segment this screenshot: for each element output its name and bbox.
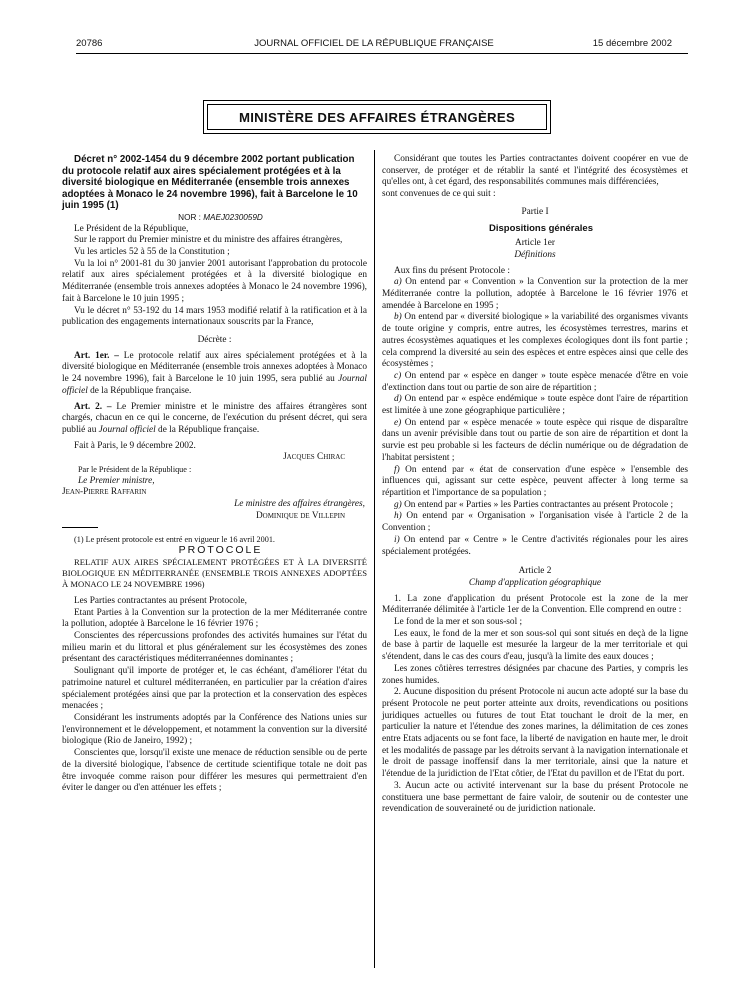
article-heading: Article 2 — [518, 566, 552, 577]
definition-item — [382, 277, 688, 312]
paragraph: Aux fins du présent Protocole : — [394, 265, 510, 276]
pm-title: Le Premier ministre, — [78, 475, 155, 486]
item-text: On entend par « état de conservation d'une espèce » l'ensemble des influences qui, agissant sur cette espèce, peuvent affecter à long terme sa répartition et l'importance de sa population ; — [382, 464, 688, 498]
paragraph: Vu les articles 52 à 55 de la Constitution ; — [74, 247, 230, 258]
paragraph: Les Parties contractantes au présent Protocole, — [74, 595, 247, 606]
article-1-label: Art. 1er. – — [74, 350, 119, 361]
item-letter: a) — [394, 277, 402, 288]
paragraph: sont convenues de ce qui suit : — [382, 189, 496, 200]
item-text: On entend par « Centre » le Centre d'activités régionales pour les aires spécialement protégées. — [382, 534, 688, 557]
column-divider — [374, 150, 375, 968]
paragraph: Les eaux, le fond de la mer et son sous-sol qui sont situés en deçà de la ligne de base à partir de laquelle est mesurée la largeur de la mer territoriale et qui s'étendent, dans le cas des cours d'eau, jusqu'à la limite des eaux douces ; — [382, 628, 688, 663]
paragraph: Le fond de la mer et son sous-sol ; — [394, 617, 523, 628]
paragraph: Considérant que toutes les Parties contractantes doivent coopérer en vue de conserver, de protéger et de rétablir la santé et l'intégrité des écosystèmes et qu'elles ont, à cet égard, des responsabilités communes mais différenciées, — [382, 154, 688, 188]
ministry-box — [203, 100, 551, 134]
journal-officiel-ref: Journal officiel — [98, 424, 156, 435]
footnote-rule — [62, 527, 98, 528]
definition-item — [382, 465, 688, 500]
definition-item — [382, 394, 688, 417]
article-subheading: Champ d'application géographique — [468, 577, 602, 588]
pm-name: Jean-Pierre Raffarin — [62, 487, 147, 498]
signature-president: Jacques Chirac — [283, 452, 345, 463]
paragraph: Les zones côtières terrestres désignées par chacune des Parties, y compris les zones humides. — [382, 663, 688, 686]
paragraph: Etant Parties à la Convention sur la protection de la mer Méditerranée contre la pollution, adoptée à Barcelone le 16 février 1976 ; — [62, 607, 367, 630]
section-heading: Dispositions générales — [488, 222, 593, 234]
article-1 — [62, 351, 367, 398]
item-letter: b) — [394, 312, 402, 323]
paragraph: Vu la loi n° 2001-81 du 30 janvier 2001 autorisant l'approbation du protocole relatif aux aires spécialement protégées et à la diversité biologique en Méditerranée (ensemble trois annexes adoptées à Monaco le 24 novembre 1996), fait à Barcelone le 10 juin 1995 ; — [62, 258, 367, 304]
article-1-text: Le protocole relatif aux aires spécialement protégées et à la diversité biologique en Méditerranée (ensemble trois annexes adoptées à Monaco le 24 novembre 1996), fait à Barcelone le 10 juin 1995, sera publié au — [62, 350, 367, 385]
decree-title: Décret n° 2002-1454 du 9 décembre 2002 portant publication du protocole relatif aux aires spécialement protégées et à la diversité biologique en Méditerranée (ensemble trois annexes adoptées à Monaco le 24 novembre 1996), fait à Barcelone le 10 juin 1995 (1) — [62, 154, 358, 212]
item-letter: e) — [394, 417, 402, 428]
paragraph: Vu le décret n° 53-192 du 14 mars 1953 modifié relatif à la ratification et à la publication des engagements internationaux souscrits par la France, — [62, 305, 367, 328]
journal-officiel-ref: Journal officiel — [62, 374, 367, 396]
nor-label: NOR : — [178, 212, 204, 222]
paragraph: Considérant les instruments adoptés par la Conférence des Nations unies sur l'environnement et le développement, et notamment la convention sur la diversité biologique (Rio de Janeiro, 1992) ; — [62, 712, 367, 747]
header-rule — [76, 53, 688, 54]
article-1-tail: de la République française. — [87, 385, 192, 396]
paragraph: Conscientes que, lorsqu'il existe une menace de réduction sensible ou de perte de la diversité biologique, l'absence de certitude scientifique totale ne doit pas être invoquée comme raison pour différer les mesures qui permettraient d'en éviter le danger ou d'en atténuer les effets ; — [62, 748, 367, 794]
item-letter: d) — [394, 394, 402, 405]
paragraph: Conscientes des répercussions profondes des activités humaines sur l'état du milieu marin et du littoral et plus généralement sur les écosystèmes des zones présentant des caractéristiques méditerranéennes dominantes ; — [62, 631, 367, 665]
item-letter: g) — [394, 499, 402, 510]
item-text: On entend par « Parties » les Parties contractantes au présent Protocole ; — [401, 499, 674, 510]
article-2-label: Art. 2. – — [74, 401, 112, 412]
ministry-title: MINISTÈRE DES AFFAIRES ÉTRANGÈRES — [207, 104, 547, 130]
mae-title: Le ministre des affaires étrangères, — [234, 499, 365, 510]
definition-item — [382, 511, 688, 534]
item-letter: c) — [394, 370, 402, 381]
mae-name: Dominique de Villepin — [255, 510, 345, 521]
par-le-president: Par le Président de la République : — [78, 465, 192, 475]
journal-title: JOURNAL OFFICIEL DE LA RÉPUBLIQUE FRANÇAISE — [254, 38, 494, 49]
definition-item — [382, 418, 688, 465]
item-text: On entend par « espèce en danger » toute espèce menacée d'être en voie d'extinction dans tout ou partie de son aire de répartition ; — [382, 370, 688, 393]
item-text: On entend par « diversité biologique » la variabilité des organismes vivants de toute origine y compris, entre autres, les écosystèmes terrestres, marins et autres écosystèmes aquatiques et les complexes écologiques dont ils font partie ; cela comprend la diversité au sein des espèces et entre espèces ainsi que celle des écosystèmes ; — [382, 312, 688, 370]
paragraph: 2. Aucune disposition du présent Protocole ni aucun acte adopté sur la base du présent Protocole ne peut porter atteinte aux droits, revendications ou positions juridiques actuelles ou futures de tout Etat touchant le droit de la mer, en particulier la nature et l'étendue des zones marines, la délimitation de ces zones entre Etats adjacents ou se font face, la liberté de navigation en haute mer, le droit et les modalités de passage par les détroits servant à la navigation internationale et le droit de passage inoffensif dans la mer territoriale, ainsi que la nature et l'étendue de la juridiction de l'Etat côtier, de l'Etat du pavillon et de l'Etat du port. — [382, 687, 688, 780]
item-letter: i) — [394, 534, 400, 545]
protocole-heading: PROTOCOLE — [178, 544, 263, 557]
nor-code: MAEJ0230059D — [203, 212, 263, 222]
article-2-tail: de la République française. — [155, 424, 260, 435]
item-text: On entend par « espèce endémique » toute espèce dont l'aire de répartition est limitée à une zone géographique particulière ; — [382, 394, 688, 417]
article-2 — [62, 402, 367, 437]
left-column — [62, 154, 367, 795]
page-number: 20786 — [76, 38, 103, 49]
paragraph: Sur le rapport du Premier ministre et du ministre des affaires étrangères, — [74, 235, 343, 246]
decrete: Décrète : — [197, 335, 232, 345]
definition-item — [382, 312, 688, 371]
footnote: (1) Le présent protocole est entré en vigueur le 16 avril 2001. — [74, 534, 275, 544]
article-heading: Article 1er — [514, 238, 555, 249]
article-2-text: Le Premier ministre et le ministre des affaires étrangères sont chargés, chacun en ce qui le concerne, de l'exécution du présent décret, qui sera publié au — [62, 401, 368, 435]
item-text: On entend par « Convention » la Convention sur la protection de la mer Méditerranée contre la pollution, adoptée à Barcelone le 16 février 1976 et amendée à Barcelone en 1995 ; — [382, 277, 688, 311]
protocole-subtitle: RELATIF AUX AIRES SPÉCIALEMENT PROTÉGÉES ET À LA DIVERSITÉ BIOLOGIQUE EN MÉDITERRANÉE (ENSEMBLE TROIS ANNEXES ADOPTÉES À MONACO LE 24 NOVEMBRE 1996) — [62, 556, 367, 589]
article-subheading: Définitions — [514, 249, 556, 260]
item-text: On entend par « Organisation » l'organisation visée à l'article 2 de la Convention ; — [382, 511, 688, 534]
definition-item — [382, 500, 688, 512]
paragraph: Le Président de la République, — [74, 223, 189, 234]
fait-a-paris: Fait à Paris, le 9 décembre 2002. — [74, 440, 196, 451]
item-text: On entend par « espèce menacée » toute espèce qui risque de disparaître dans un avenir prévisible dans tout ou partie de son aire de répartition et dont la survie est peu probable si les facteurs de déclin numérique ou de dégradation de l'habitat persistent ; — [382, 417, 688, 463]
nor-reference — [62, 212, 367, 224]
item-letter: h) — [394, 511, 402, 522]
paragraph: 1. La zone d'application du présent Protocole est la zone de la mer Méditerranée délimitée à l'article 1er de la Convention. Elle comprend en outre : — [382, 593, 688, 616]
paragraph: Soulignant qu'il importe de protéger et, le cas échéant, d'améliorer l'état du patrimoine naturel et culturel méditerranéen, en particulier par la création d'aires spécialement protégées ainsi que par la protection et la conservation des espèces menacées ; — [62, 666, 367, 712]
item-letter: f) — [394, 464, 400, 475]
issue-date: 15 décembre 2002 — [592, 38, 672, 49]
paragraph: 3. Aucun acte ou activité intervenant sur la base du présent Protocole ne constituera une base permettant de faire valoir, de soutenir ou de contester une revendication de souveraineté ou de juridiction nationale. — [382, 780, 688, 815]
definition-item — [382, 371, 688, 394]
definition-item — [382, 535, 688, 558]
right-column — [382, 154, 688, 816]
part-heading: Partie I — [521, 206, 549, 217]
